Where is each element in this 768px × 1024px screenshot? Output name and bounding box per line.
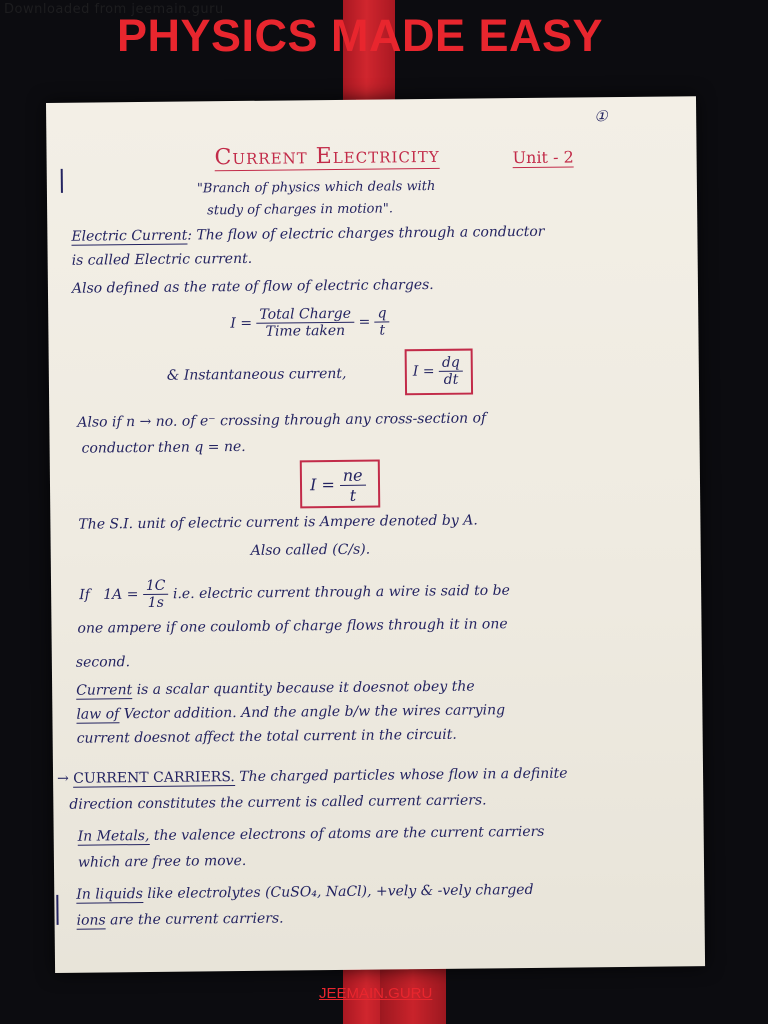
formula-t: t	[379, 322, 386, 339]
unit-label: Unit - 2	[512, 147, 574, 168]
definition-line-1: "Branch of physics which deals with	[196, 178, 436, 197]
footer-site-link[interactable]: JEEMAIN.GURU	[319, 985, 433, 1002]
formula-i-lhs: I =	[230, 315, 253, 332]
margin-mark	[56, 895, 58, 925]
instantaneous-formula-box	[405, 349, 473, 396]
scalar-line-2b: Vector addition. And the angle b/w the wires carrying	[123, 702, 506, 723]
ampere-lhs: 1A =	[103, 586, 139, 603]
liquids-heading: In liquids	[76, 886, 143, 903]
carriers-heading: CURRENT CARRIERS.	[73, 769, 235, 787]
ne-formula-box	[300, 460, 380, 509]
inst-den: dt	[443, 371, 459, 388]
si-unit-line: The S.I. unit of electric current is Ampere denoted by A.	[78, 512, 478, 533]
ampere-num: 1C	[143, 578, 169, 595]
scalar-line-2a: law of	[76, 706, 120, 723]
if-label: If	[79, 587, 90, 604]
page-headline: PHYSICS MADE EASY	[116, 10, 604, 61]
total-charge-fraction	[256, 306, 354, 340]
ie-text: i.e. electric current through a wire is said to be	[172, 582, 510, 603]
carriers-line	[57, 766, 568, 787]
electric-current-heading: Electric Current	[71, 227, 188, 245]
ne-num: ne	[340, 466, 366, 486]
notebook-page	[46, 96, 705, 973]
dq-dt-fraction	[439, 355, 463, 388]
definition-line-2: study of charges in motion".	[207, 201, 394, 219]
electric-current-line	[71, 224, 544, 245]
time-taken: Time taken	[265, 322, 346, 340]
ne-over-t-fraction	[340, 466, 366, 505]
formula-q: q	[375, 305, 390, 322]
scalar-line-2	[76, 702, 505, 722]
download-watermark: Downloaded from jeemain.guru	[4, 2, 224, 17]
total-charge: Total Charge	[256, 306, 354, 324]
coulomb-per-second-fraction	[143, 578, 169, 611]
electric-current-text: : The flow of electric charges through a conductor	[187, 223, 545, 244]
also-called: Also called (C/s).	[250, 541, 371, 559]
metals-line-2: which are free to move.	[77, 852, 247, 871]
also-defined-line: Also defined as the rate of flow of electric charges.	[71, 276, 434, 297]
instantaneous-formula	[413, 355, 463, 389]
metals-text: the valence electrons of atoms are the current carriers	[153, 823, 545, 844]
liquids-text: like electrolytes (CuSO₄, NaCl), +vely & -vely charged	[147, 881, 534, 902]
also-if-line-1: Also if n → no. of e⁻ crossing through any cross-section of	[77, 410, 487, 431]
margin-mark	[61, 169, 63, 193]
liquids-line-2	[76, 911, 283, 929]
ne-lhs: I =	[309, 474, 335, 495]
metals-line	[78, 824, 545, 845]
scalar-text: is a scalar quantity because it doesnot obey the	[136, 678, 475, 699]
page-number: ①	[594, 107, 608, 126]
electric-current-line-2: is called Electric current.	[71, 250, 253, 269]
scalar-heading: Current	[76, 682, 133, 699]
metals-heading: In Metals,	[77, 827, 150, 845]
second-word: second.	[75, 654, 131, 671]
also-if-line-2: conductor then q = ne.	[81, 438, 246, 457]
formula-equals: =	[358, 314, 371, 331]
carriers-text: The charged particles whose flow in a definite	[239, 765, 568, 786]
inst-num: dq	[439, 355, 463, 372]
q-over-t-fraction	[375, 305, 390, 338]
liquids-line	[76, 882, 533, 903]
ne-den: t	[349, 485, 357, 505]
scalar-line	[76, 679, 475, 699]
ampere-den: 1s	[147, 594, 164, 611]
ne-formula	[310, 466, 366, 506]
liquids-line-2a: ions	[76, 912, 106, 929]
scalar-line-3: current doesnot affect the total current in the circuit.	[76, 726, 457, 747]
ampere-line	[79, 574, 510, 612]
one-ampere-line: one ampere if one coulomb of charge flows through it in one	[77, 616, 508, 637]
liquids-line-2b: are the current carriers.	[110, 910, 284, 929]
arrow-icon: →	[56, 770, 69, 787]
instantaneous-label: & Instantaneous current,	[166, 365, 347, 384]
carriers-line-2: direction constitutes the current is called current carriers.	[69, 792, 487, 813]
note-title: Current Electricity	[214, 142, 440, 171]
current-formula	[230, 305, 390, 340]
inst-lhs: I =	[412, 363, 435, 380]
